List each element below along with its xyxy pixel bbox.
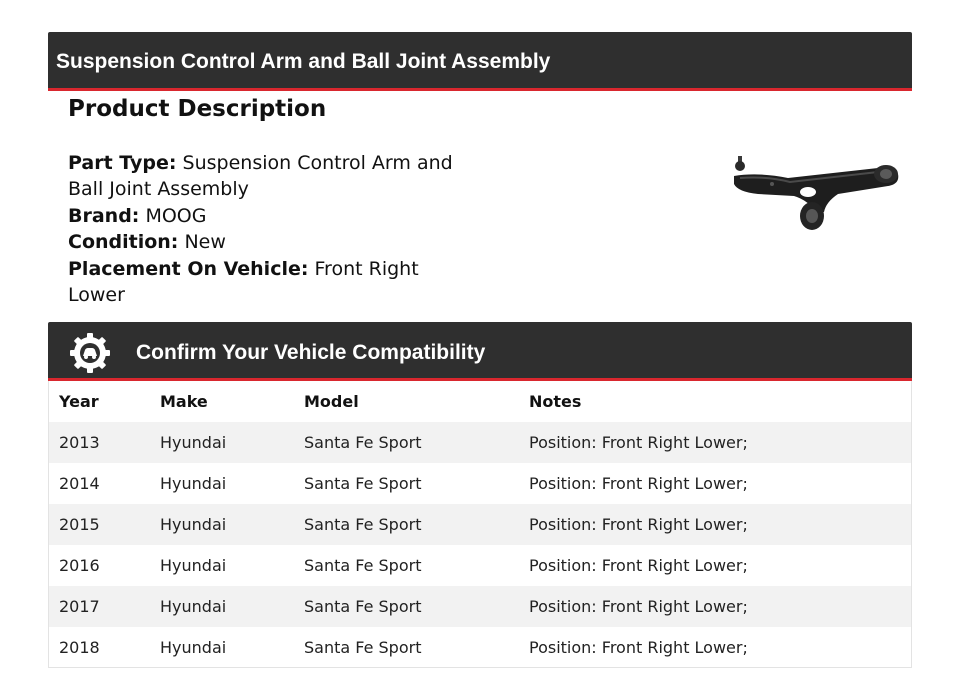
part-type-value: Suspension Control Arm and Ball Joint Assembly <box>68 152 453 201</box>
cell-make: Hyundai <box>160 515 227 534</box>
cell-year: 2015 <box>59 515 100 534</box>
cell-make: Hyundai <box>160 474 227 493</box>
cell-model: Santa Fe Sport <box>304 433 422 452</box>
placement-label: Placement On Vehicle: <box>68 257 309 280</box>
table-row <box>49 422 911 463</box>
compatibility-title: Confirm Your Vehicle Compatibility <box>136 341 486 364</box>
cell-model: Santa Fe Sport <box>304 556 422 575</box>
table-header-row <box>49 381 911 422</box>
compatibility-table <box>49 381 911 668</box>
control-arm-image <box>728 150 904 238</box>
cell-notes: Position: Front Right Lower; <box>529 638 748 657</box>
table-row <box>49 463 911 504</box>
gear-car-icon <box>68 331 112 375</box>
cell-model: Santa Fe Sport <box>304 597 422 616</box>
compatibility-bar <box>48 322 912 381</box>
cell-notes: Position: Front Right Lower; <box>529 597 748 616</box>
compatibility-table-container <box>48 381 912 668</box>
part-type-line <box>68 150 468 203</box>
cell-model: Santa Fe Sport <box>304 638 422 657</box>
cell-notes: Position: Front Right Lower; <box>529 556 748 575</box>
table-row <box>49 586 911 627</box>
brand-value: MOOG <box>145 204 207 227</box>
cell-make: Hyundai <box>160 638 227 657</box>
table-row <box>49 627 911 668</box>
cell-year: 2013 <box>59 433 100 452</box>
column-header-make: Make <box>160 392 208 411</box>
table-row <box>49 545 911 586</box>
cell-make: Hyundai <box>160 597 227 616</box>
cell-year: 2018 <box>59 638 100 657</box>
cell-year: 2014 <box>59 474 100 493</box>
column-header-notes: Notes <box>529 392 582 411</box>
placement-line <box>68 256 468 309</box>
table-row <box>49 504 911 545</box>
cell-make: Hyundai <box>160 556 227 575</box>
brand-line <box>68 203 468 229</box>
product-description <box>68 150 468 308</box>
brand-label: Brand: <box>68 204 140 227</box>
placement-value: Front Right Lower <box>68 257 419 307</box>
condition-line <box>68 229 468 255</box>
column-header-model: Model <box>304 392 359 411</box>
description-heading: Product Description <box>68 96 327 122</box>
condition-label: Condition: <box>68 231 179 254</box>
cell-notes: Position: Front Right Lower; <box>529 474 748 493</box>
cell-year: 2017 <box>59 597 100 616</box>
product-title: Suspension Control Arm and Ball Joint Assembly <box>56 50 551 73</box>
column-header-year: Year <box>59 392 99 411</box>
cell-model: Santa Fe Sport <box>304 474 422 493</box>
cell-year: 2016 <box>59 556 100 575</box>
cell-model: Santa Fe Sport <box>304 515 422 534</box>
cell-notes: Position: Front Right Lower; <box>529 433 748 452</box>
cell-notes: Position: Front Right Lower; <box>529 515 748 534</box>
product-title-bar <box>48 32 912 91</box>
condition-value: New <box>184 231 226 254</box>
cell-make: Hyundai <box>160 433 227 452</box>
part-type-label: Part Type: <box>68 152 177 174</box>
